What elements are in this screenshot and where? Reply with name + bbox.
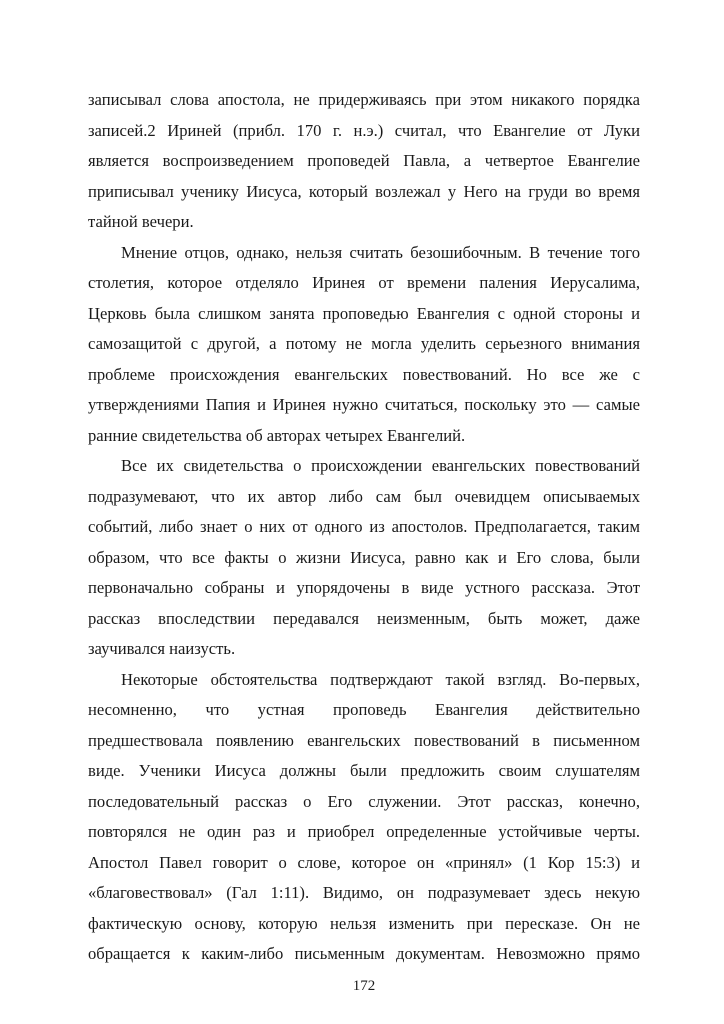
text-line: самозащитой с другой, а потому не могла уделить серьезного внимания	[88, 334, 640, 353]
paragraph	[88, 451, 640, 665]
text-line: несомненно, что устная проповедь Евангелия действительно	[88, 700, 640, 719]
page-number: 172	[352, 977, 376, 994]
text-line: образом, что все факты о жизни Иисуса, равно как и Его слова, были	[88, 547, 640, 567]
text-line: рассказ впоследствии передавался неизменным, быть может, даже	[88, 608, 640, 628]
text-line: утверждениями Папия и Иринея нужно считаться, поскольку это — самые	[88, 395, 640, 414]
text-line: Апостол Павел говорит о слове, которое он «принял» (1 Кор 15:3) и	[88, 852, 640, 872]
page-sheet	[88, 85, 640, 996]
text-line: записей.2 Ириней (прибл. 170 г. н.э.) считал, что Евангелие от Луки	[88, 120, 640, 140]
paragraph	[88, 85, 640, 238]
text-line: является воспроизведением проповедей Павла, а четвертое Евангелие	[88, 151, 640, 170]
text-line: ранние свидетельства об авторах четырех Евангелий.	[88, 425, 466, 445]
text-line: «благовествовал» (Гал 1:11). Видимо, он подразумевает здесь некую	[88, 883, 640, 902]
paragraph	[88, 665, 640, 970]
text-line: последовательный рассказ о Его служении. Этот рассказ, конечно,	[88, 791, 640, 811]
text-line: Церковь была слишком занята проповедью Евангелия с одной стороны и	[88, 303, 640, 323]
text-line: заучивался наизусть.	[88, 639, 236, 658]
text-line: подразумевают, что их автор либо сам был очевидцем описываемых	[88, 486, 640, 506]
text-line: приписывал ученику Иисуса, который возлежал у Него на груди во время	[88, 181, 640, 201]
text-line: Мнение отцов, однако, нельзя считать безошибочным. В течение того	[121, 242, 640, 262]
text-line: событий, либо знает о них от одного из апостолов. Предполагается, таким	[88, 517, 640, 536]
text-line: Все их свидетельства о происхождении евангельских повествований	[121, 456, 640, 475]
paragraph	[88, 238, 640, 452]
text-line: проблеме происхождения евангельских повествований. Но все же с	[88, 364, 640, 384]
text-line: записывал слова апостола, не придерживаясь при этом никакого порядка	[88, 90, 640, 109]
text-line: Некоторые обстоятельства подтверждают такой взгляд. Во-первых,	[121, 669, 640, 689]
text-line: обращается к каким-либо письменным документам. Невозможно прямо	[88, 944, 640, 963]
text-line: тайной вечери.	[88, 212, 194, 231]
text-line: повторялся не один раз и приобрел определенные устойчивые черты.	[88, 822, 640, 841]
text-line: столетия, которое отделяло Иринея от времени паления Иерусалима,	[88, 273, 640, 292]
text-line: фактическую основу, которую нельзя изменить при пересказе. Он не	[88, 913, 640, 933]
text-line: виде. Ученики Иисуса должны были предложить своим слушателям	[88, 761, 640, 780]
text-line: первоначально собраны и упорядочены в виде устного рассказа. Этот	[88, 578, 640, 597]
page-body	[88, 85, 640, 970]
text-line: предшествовала появлению евангельских повествований в письменном	[88, 730, 640, 750]
